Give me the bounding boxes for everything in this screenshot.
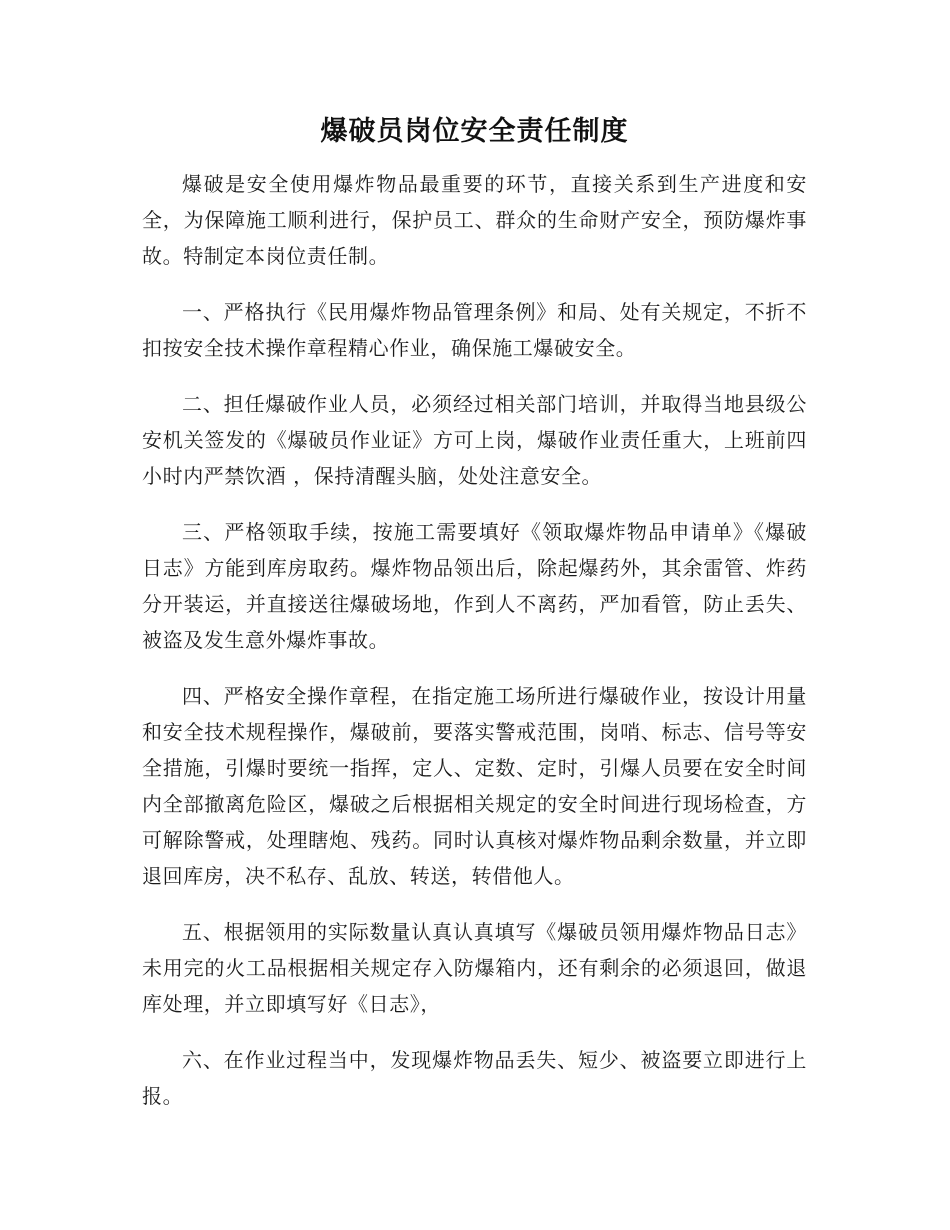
clause-5-paragraph: 五、根据领用的实际数量认真认真填写《爆破员领用爆炸物品日志》未用完的火工品根据相关规定存入防爆箱内，还有剩余的必须退回，做退库处理，并立即填写好《日志》， xyxy=(142,920,807,1016)
document-body xyxy=(142,110,807,1134)
clause-1-paragraph: 一、严格执行《民用爆炸物品管理条例》和局、处有关规定，不折不扣按安全技术操作章程精心作业，确保施工爆破安全。 xyxy=(142,300,807,360)
document-title: 爆破员岗位安全责任制度 xyxy=(320,116,629,147)
clause-6-paragraph: 六、在作业过程当中，发现爆炸物品丢失、短少、被盗要立即进行上报。 xyxy=(142,1048,807,1108)
clause-2-paragraph: 二、担任爆破作业人员，必须经过相关部门培训，并取得当地县级公安机关签发的《爆破员作业证》方可上岗，爆破作业责任重大，上班前四小时内严禁饮酒 ，保持清醒头脑，处处注意安全。 xyxy=(142,392,807,488)
clause-4-paragraph: 四、严格安全操作章程，在指定施工场所进行爆破作业，按设计用量和安全技术规程操作，爆破前，要落实警戒范围，岗哨、标志、信号等安全措施，引爆时要统一指挥，定人、定数、定时，引爆人员要在安全时间内全部撤离危险区，爆破之后根据相关规定的安全时间进行现场检查，方可解除警戒，处理瞎炮、残药。同时认真核对爆炸物品剩余数量，并立即退回库房，决不私存、乱放、转送，转借他人。 xyxy=(142,684,807,888)
clause-3-paragraph: 三、严格领取手续，按施工需要填好《领取爆炸物品申请单》《爆破日志》方能到库房取药。爆炸物品领出后，除起爆药外，其余雷管、炸药分开装运，并直接送往爆破场地，作到人不离药，严加看管，防止丢失、被盗及发生意外爆炸事故。 xyxy=(142,520,807,652)
intro-paragraph: 爆破是安全使用爆炸物品最重要的环节，直接关系到生产进度和安全，为保障施工顺利进行，保护员工、群众的生命财产安全，预防爆炸事故。特制定本岗位责任制。 xyxy=(142,172,807,268)
